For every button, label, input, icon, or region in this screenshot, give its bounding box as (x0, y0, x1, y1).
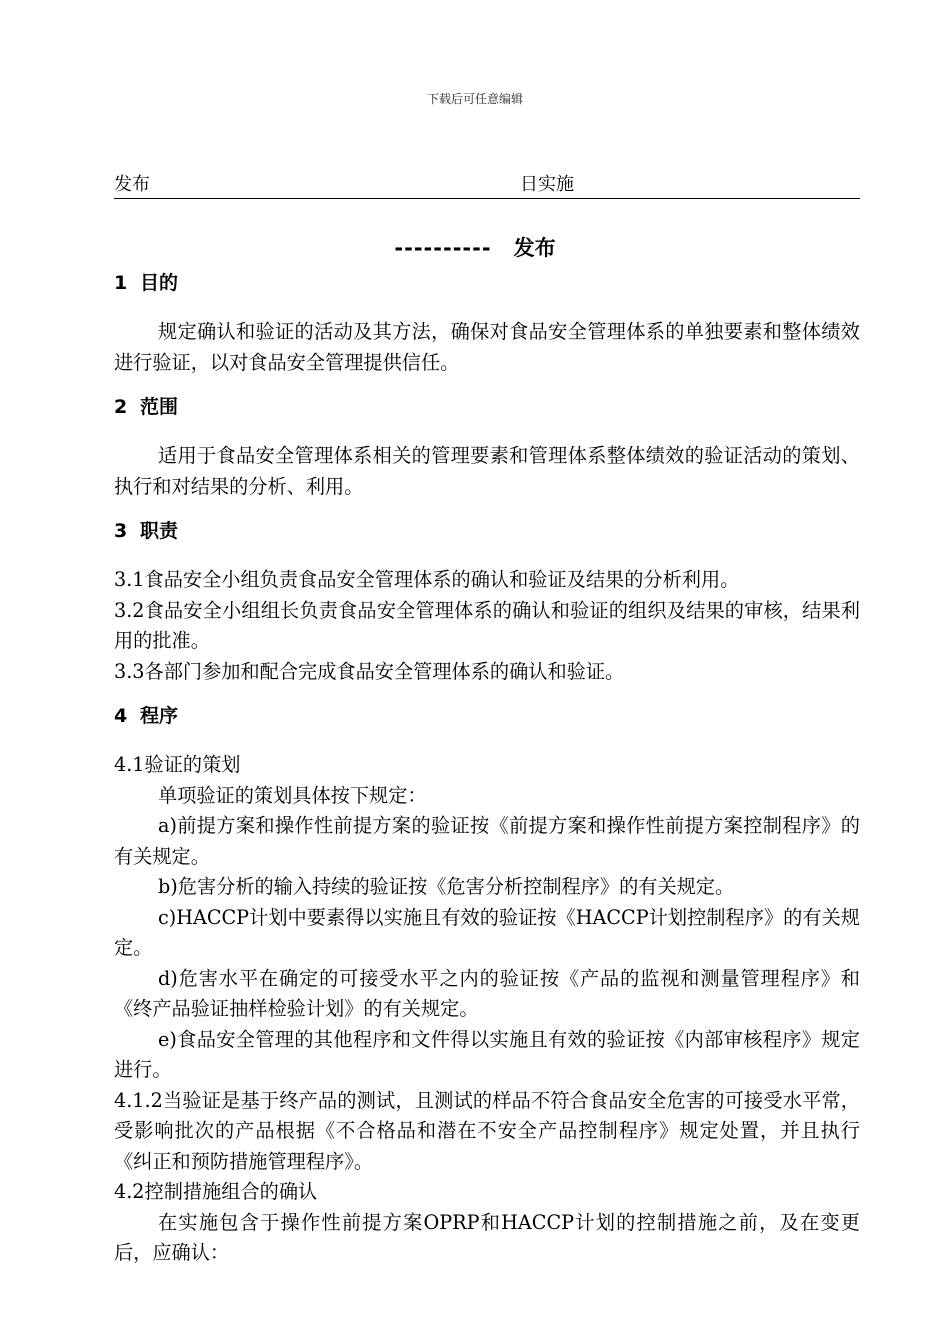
paragraph-purpose: 规定确认和验证的活动及其方法，确保对食品安全管理体系的单独要素和整体绩效进行验证，以对食品安全管理提供信任。 (114, 320, 860, 374)
title-dashes: ---------- (394, 236, 492, 260)
section-heading-2 (114, 392, 860, 422)
section-title: 范围 (140, 396, 179, 418)
section-number: 3 (114, 520, 128, 542)
section-heading-1 (114, 268, 860, 298)
section-number: 2 (114, 396, 128, 418)
section-title: 目的 (140, 272, 179, 294)
list-item-a: a)前提方案和操作性前提方案的验证按《前提方案和操作性前提方案控制程序》的有关规定。 (114, 814, 860, 868)
section-heading-4 (114, 701, 860, 731)
list-item-c: c)HACCP计划中要素得以实施且有效的验证按《HACCP计划控制程序》的有关规定。 (114, 905, 860, 959)
responsibility-item: 3.3各部门参加和配合完成食品安全管理体系的确认和验证。 (114, 659, 625, 683)
subsection-heading: 4.2控制措施组合的确认 (114, 1180, 318, 1203)
publish-row (114, 170, 860, 199)
section-heading-3 (114, 516, 860, 546)
section-number: 4 (114, 705, 128, 727)
publish-label: 发布 (114, 174, 150, 195)
list-item-b: b)危害分析的输入持续的验证按《危害分析控制程序》的有关规定。 (158, 875, 735, 898)
section-title: 程序 (140, 705, 179, 727)
section-title: 职责 (140, 520, 179, 542)
subsection-heading: 4.1验证的策划 (114, 753, 241, 776)
title-text: 发布 (513, 236, 556, 260)
paragraph-intro: 单项验证的策划具体按下规定： (158, 783, 427, 807)
paragraph-scope: 适用于食品安全管理体系相关的管理要素和管理体系整体绩效的验证活动的策划、执行和对结果的分析、利用。 (114, 444, 860, 498)
section-number: 1 (114, 272, 128, 294)
responsibility-item: 3.2食品安全小组组长负责食品安全管理体系的确认和验证的组织及结果的审核，结果利用的批准。 (114, 598, 860, 652)
list-item-e: e)食品安全管理的其他程序和文件得以实施且有效的验证按《内部审核程序》规定进行。 (114, 1027, 860, 1081)
document-title (0, 232, 950, 262)
paragraph-4-2: 在实施包含于操作性前提方案OPRP和HACCP计划的控制措施之前，及在变更后，应确认： (114, 1210, 860, 1264)
document-body (114, 268, 860, 1269)
implement-label: 日实施 (520, 174, 574, 195)
download-note: 下载后可任意编辑 (426, 92, 523, 106)
paragraph-4-1-2: 4.1.2当验证是基于终产品的测试，且测试的样品不符合食品安全危害的可接受水平常，受影响批次的产品根据《不合格品和潜在不安全产品控制程序》规定处置，并且执行《纠正和预防措施管理程序》。 (114, 1088, 860, 1173)
list-item-d: d)危害水平在确定的可接受水平之内的验证按《产品的监视和测量管理程序》和《终产品验证抽样检验计划》的有关规定。 (114, 966, 860, 1020)
responsibility-item: 3.1食品安全小组负责食品安全管理体系的确认和验证及结果的分析利用。 (114, 568, 740, 591)
